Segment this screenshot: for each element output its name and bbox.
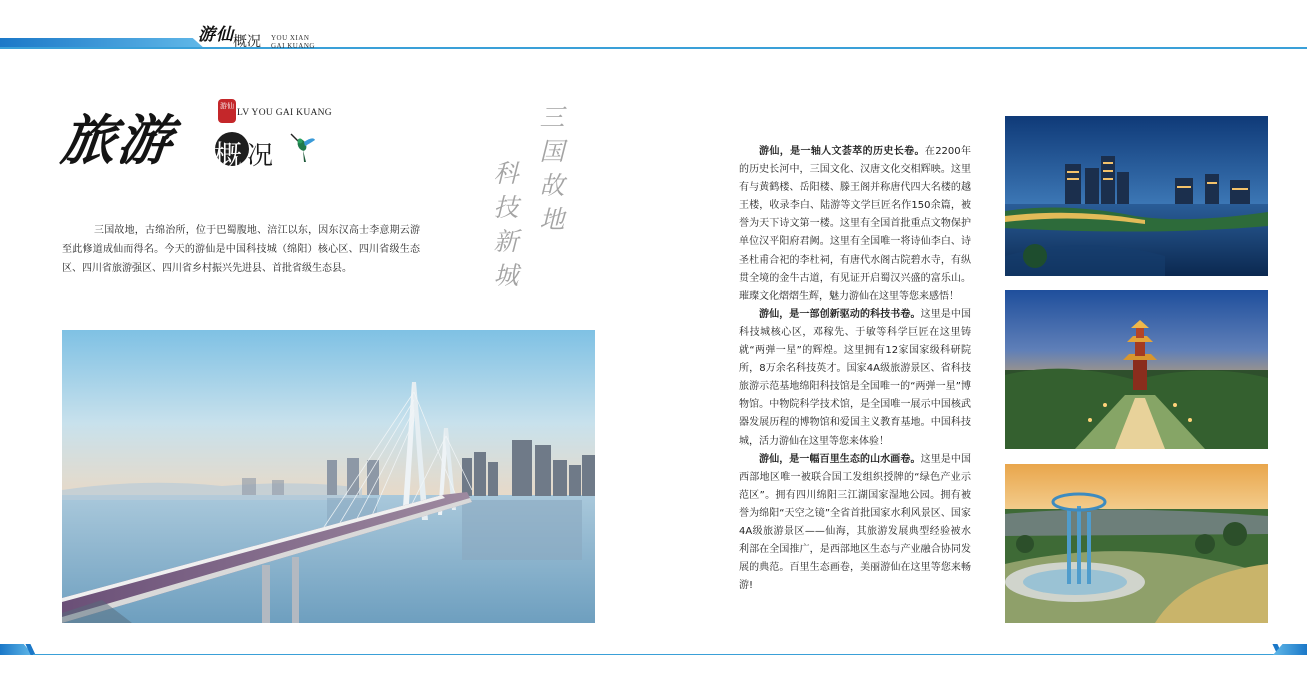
page-corner-mark: [1297, 0, 1307, 10]
paragraph-ecology: [739, 451, 971, 596]
paragraph-history-text: 在2200年的历史长河中，三国文化、汉唐文化交相辉映。这里有与黄鹤楼、岳阳楼、滕王阁并称唐代四大名楼的越王楼，收录李白、陆游等文学巨匠名作150余篇，被誉为天下诗文第一楼。这里有全国首批重点文物保护单位汉平阳府君阙。这里有全国唯一将诗仙李白、诗圣杜甫合祀的李杜祠，有唐代水阁古院碧水寺，有纵贯全境的金牛古道，有见证开启蜀汉兴盛的富乐山。璀璨文化熠熠生辉，魅力游仙在这里等您来感悟！: [739, 146, 972, 302]
calligraphy-line-1: 三国故地: [536, 104, 565, 240]
intro-paragraph: [62, 221, 420, 278]
header-title: 概况: [233, 34, 261, 50]
footer-rule-left: [33, 654, 654, 655]
section-title-kuang: 况: [247, 141, 274, 171]
paragraph-history-lead: 游仙，是一轴人文荟萃的历史长卷。: [759, 146, 925, 157]
header-en-line1: YOU XIAN: [271, 34, 310, 42]
pavilion-tower-photo: [1005, 290, 1268, 449]
hummingbird-icon: [287, 130, 317, 164]
header-brush-title: 游仙: [198, 25, 234, 45]
seal-stamp: 游仙: [218, 99, 236, 123]
header-rule: [0, 47, 1307, 49]
header-en-line2: GAI KUANG: [271, 42, 315, 50]
body-text: [739, 143, 971, 595]
section-title-en: LV YOU GAI KUANG: [237, 108, 332, 118]
paragraph-technology-lead: 游仙，是一部创新驱动的科技书卷。: [759, 308, 921, 320]
paragraph-ecology-text: 这里是中国西部地区唯一被联合国工发组织授牌的“绿色产业示范区”。拥有四川绵阳三江湖国家湿地公园。拥有被誉为绵阳“天空之镜”全省首批国家水利风景区、国家4A级旅游景区——仙海，其旅游发展典型经验被水利部在全国推广，是西部地区生态与产业融合协同发展的典范。百里生态画卷，美丽游仙在这里等您来畅游!: [739, 453, 972, 592]
intro-text: 三国故地，古绵治所，位于巴蜀腹地、涪江以东，因东汉高士李意期云游至此修道成仙而得名。今天的游仙是中国科技城（绵阳）核心区、四川省级生态区、四川省旅游强区、四川省乡村振兴先进县、首批省级生态县。: [62, 225, 420, 274]
footer-rule-right: [654, 654, 1275, 655]
header-en-caption: [271, 34, 315, 50]
park-sculpture-photo: [1005, 464, 1268, 623]
calligraphy-line-2: 科技新城: [490, 160, 519, 296]
paragraph-technology: [739, 306, 971, 451]
night-city-photo: [1005, 116, 1268, 276]
paragraph-ecology-lead: 游仙，是一幅百里生态的山水画卷。: [759, 453, 921, 465]
section-title-gai: 概: [214, 139, 243, 172]
cable-stayed-bridge-photo: [62, 330, 595, 623]
paragraph-technology-text: 这里是中国科技城核心区，邓稼先、于敏等科学巨匠在这里铸就“两弹一星”的辉煌。这里拥有12家国家级科研院所，8万余名科技英才。国家4A级旅游景区、省科技旅游示范基地绵阳科技馆是全国唯一的“两弹一星”博物馆。中物院科学技术馆，是全国唯一展示中国核武器发展历程的博物馆和爱国主义教育基地。中国科技城，活力游仙在这里等您来体验！: [739, 308, 972, 447]
paragraph-history: [739, 143, 971, 306]
section-title-brush: 旅游: [58, 108, 177, 172]
